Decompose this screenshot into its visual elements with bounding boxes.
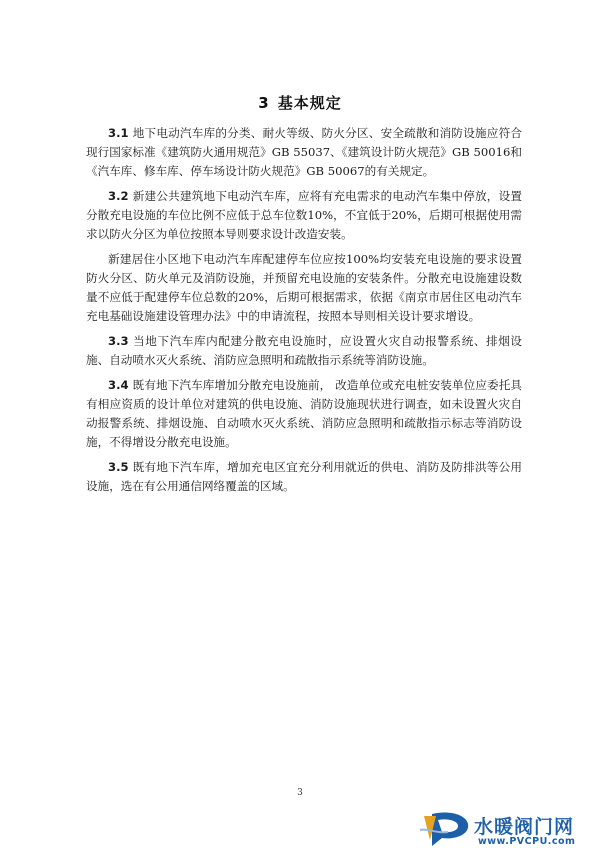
paragraph-3-2-residential (86, 250, 522, 326)
section-title-text: 基本规定 (277, 94, 342, 112)
clause-number: 3.4 (108, 378, 129, 392)
site-watermark (418, 810, 600, 848)
paragraph-3-1 (86, 124, 522, 181)
paragraph-text: 地下电动汽车库的分类、耐火等级、防火分区、安全疏散和消防设施应符合现行国家标准《建筑防火通用规范》GB 55037、《建筑设计防火规范》GB 50016和《汽车库、修车库、停车场设计防火规范》GB 50067的有关规定。 (86, 126, 522, 178)
page-number: 3 (297, 788, 303, 798)
section-title (0, 92, 600, 113)
watermark-logo-icon (418, 810, 472, 848)
clause-number: 3.2 (108, 189, 129, 203)
paragraph-3-3 (86, 332, 522, 370)
paragraph-text: 新建公共建筑地下电动汽车库，应将有充电需求的电动汽车集中停放，设置分散充电设施的车位比例不应低于总车位数10%，不宜低于20%，后期可根据使用需求以防火分区为单位按照本导则要求设计改造安装。 (86, 189, 522, 241)
watermark-site-name: 水暖阀门网 (474, 816, 575, 838)
section-number: 3 (258, 94, 270, 112)
clause-number: 3.3 (108, 334, 129, 348)
paragraph-text: 既有地下汽车库，增加充电区宜充分利用就近的供电、消防及防排洪等公用设施，选在有公用通信网络覆盖的区域。 (86, 460, 522, 493)
paragraph-3-4 (86, 376, 522, 452)
watermark-url: www.PVCPU.com (478, 836, 576, 847)
paragraph-text: 既有地下汽车库增加分散充电设施前， 改造单位或充电桩安装单位应委托具有相应资质的设计单位对建筑的供电设施、消防设施现状进行调查，如未设置火灾自动报警系统、排烟设施、自动喷水灭火系统、消防应急照明和疏散指示标志等消防设施，不得增设分散充电设施。 (86, 378, 522, 449)
section-body (86, 124, 522, 502)
paragraph-text: 当地下汽车库内配建分散充电设施时，应设置火灾自动报警系统、排烟设施、自动喷水灭火系统、消防应急照明和疏散指示系统等消防设施。 (86, 334, 522, 367)
clause-number: 3.5 (108, 460, 129, 474)
clause-number: 3.1 (108, 126, 129, 140)
paragraph-text: 新建居住小区地下电动汽车库配建停车位应按100%均安装充电设施的要求设置防火分区、防火单元及消防设施，并预留充电设施的安装条件。分散充电设施建设数量不应低于配建停车位总数的20%，后期可根据需求，依据《南京市居住区电动汽车充电基础设施建设管理办法》中的申请流程，按照本导则相关设计要求增设。 (86, 252, 522, 323)
paragraph-3-5 (86, 458, 522, 496)
paragraph-3-2 (86, 187, 522, 244)
